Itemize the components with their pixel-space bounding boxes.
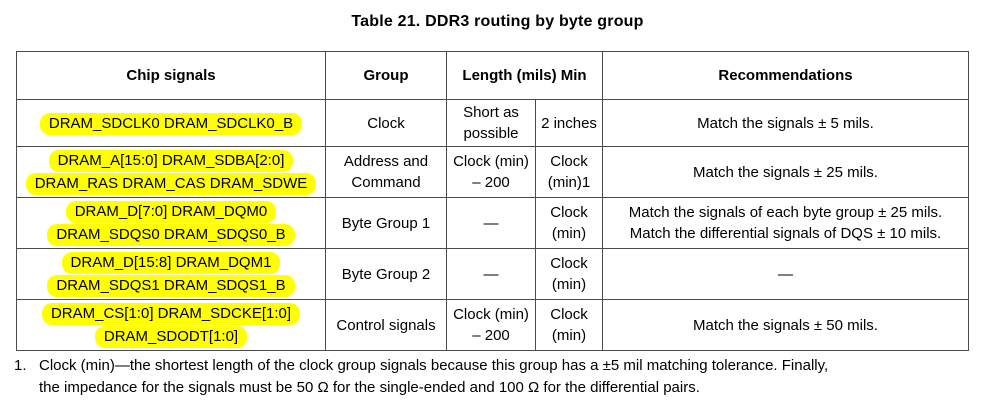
cell-length-min-b: [536, 100, 603, 147]
footnote: [14, 355, 986, 398]
cell-length-min-a: [447, 100, 536, 147]
signal-highlight: DRAM_SDQS1 DRAM_SDQS1_B: [47, 275, 294, 297]
cell-recommendations: [603, 198, 969, 249]
cell-line: Control signals: [336, 316, 436, 334]
cell-line: Match the signals ± 50 mils.: [693, 316, 878, 334]
cell-line: 2 inches: [541, 114, 597, 132]
cell-line: —: [778, 265, 793, 283]
signal-highlight: DRAM_SDQS0 DRAM_SDQS0_B: [47, 224, 294, 246]
signal-highlight: DRAM_A[15:0] DRAM_SDBA[2:0]: [49, 150, 294, 172]
cell-length-min-b: [536, 300, 603, 351]
signal-highlight: DRAM_D[15:8] DRAM_DQM1: [62, 252, 281, 274]
cell-chip-signals: [17, 198, 326, 249]
cell-line: (min): [551, 327, 587, 344]
cell-line: (min)1: [547, 174, 591, 191]
cell-line: (min): [551, 276, 587, 293]
cell-line: Match the differential signals of DQS ± 10 mils.: [629, 225, 942, 242]
cell-line: Match the signals of each byte group ± 25 mils.: [628, 204, 943, 221]
col-header-recommendations: Recommendations: [603, 52, 969, 100]
cell-length-min-a: [447, 249, 536, 300]
cell-line: possible: [463, 125, 519, 142]
signal-highlight: DRAM_SDCLK0 DRAM_SDCLK0_B: [40, 113, 302, 135]
table-row-clock: [17, 100, 969, 147]
cell-line: Byte Group 2: [341, 265, 431, 283]
cell-group: [326, 300, 447, 351]
cell-recommendations: [603, 100, 969, 147]
footnote-text: [39, 355, 986, 398]
footnote-line: Clock (min)—the shortest length of the clock group signals because this group has a ±5 mil matching tolerance. Finally,: [39, 357, 829, 374]
table-row-byte-group-1: [17, 198, 969, 249]
cell-line: Command: [351, 174, 421, 191]
cell-length-min-b: [536, 147, 603, 198]
signal-highlight: DRAM_D[7:0] DRAM_DQM0: [66, 201, 277, 223]
cell-line: Match the signals ± 25 mils.: [693, 163, 878, 181]
col-header-length-min: Length (mils) Min: [447, 52, 603, 100]
cell-length-min-a: [447, 147, 536, 198]
cell-chip-signals: [17, 100, 326, 147]
cell-line: Byte Group 1: [341, 214, 431, 232]
cell-line: – 200: [472, 174, 510, 191]
col-header-chip-signals: Chip signals: [17, 52, 326, 100]
cell-line: Clock: [550, 153, 588, 170]
cell-recommendations: [603, 147, 969, 198]
header-row: [17, 52, 969, 100]
cell-recommendations: [603, 300, 969, 351]
cell-length-min-b: [536, 198, 603, 249]
table-row-control-signals: [17, 300, 969, 351]
cell-line: Clock (min): [453, 153, 529, 170]
cell-line: Clock: [550, 255, 588, 272]
cell-group: [326, 198, 447, 249]
cell-line: Clock (min): [453, 306, 529, 323]
signal-highlight: DRAM_CS[1:0] DRAM_SDCKE[1:0]: [42, 303, 300, 325]
cell-line: Clock: [550, 204, 588, 221]
table-title: Table 21. DDR3 routing by byte group: [351, 13, 644, 30]
cell-group: [326, 249, 447, 300]
cell-line: Clock: [367, 114, 405, 132]
footnote-marker: 1.: [14, 357, 27, 374]
cell-line: —: [483, 214, 499, 232]
table-row-byte-group-2: [17, 249, 969, 300]
cell-line: Short as: [463, 104, 519, 121]
ddr3-routing-table: [16, 51, 969, 351]
cell-line: – 200: [472, 327, 510, 344]
cell-length-min-b: [536, 249, 603, 300]
signal-highlight: DRAM_SDODT[1:0]: [95, 326, 247, 348]
cell-chip-signals: [17, 300, 326, 351]
cell-group: [326, 147, 447, 198]
cell-line: Match the signals ± 5 mils.: [697, 114, 874, 132]
signal-highlight: DRAM_RAS DRAM_CAS DRAM_SDWE: [26, 173, 317, 195]
cell-length-min-a: [447, 198, 536, 249]
cell-length-min-a: [447, 300, 536, 351]
cell-line: —: [483, 265, 499, 283]
cell-group: [326, 100, 447, 147]
cell-line: Address and: [343, 153, 429, 170]
col-header-group: Group: [326, 52, 447, 100]
table-row-address-command: [17, 147, 969, 198]
cell-line: Clock: [550, 306, 588, 323]
footnote-line: the impedance for the signals must be 50 Ω for the single-ended and 100 Ω for the differential pairs.: [39, 378, 700, 396]
cell-line: (min): [551, 225, 587, 242]
cell-chip-signals: [17, 147, 326, 198]
cell-chip-signals: [17, 249, 326, 300]
cell-recommendations: [603, 249, 969, 300]
